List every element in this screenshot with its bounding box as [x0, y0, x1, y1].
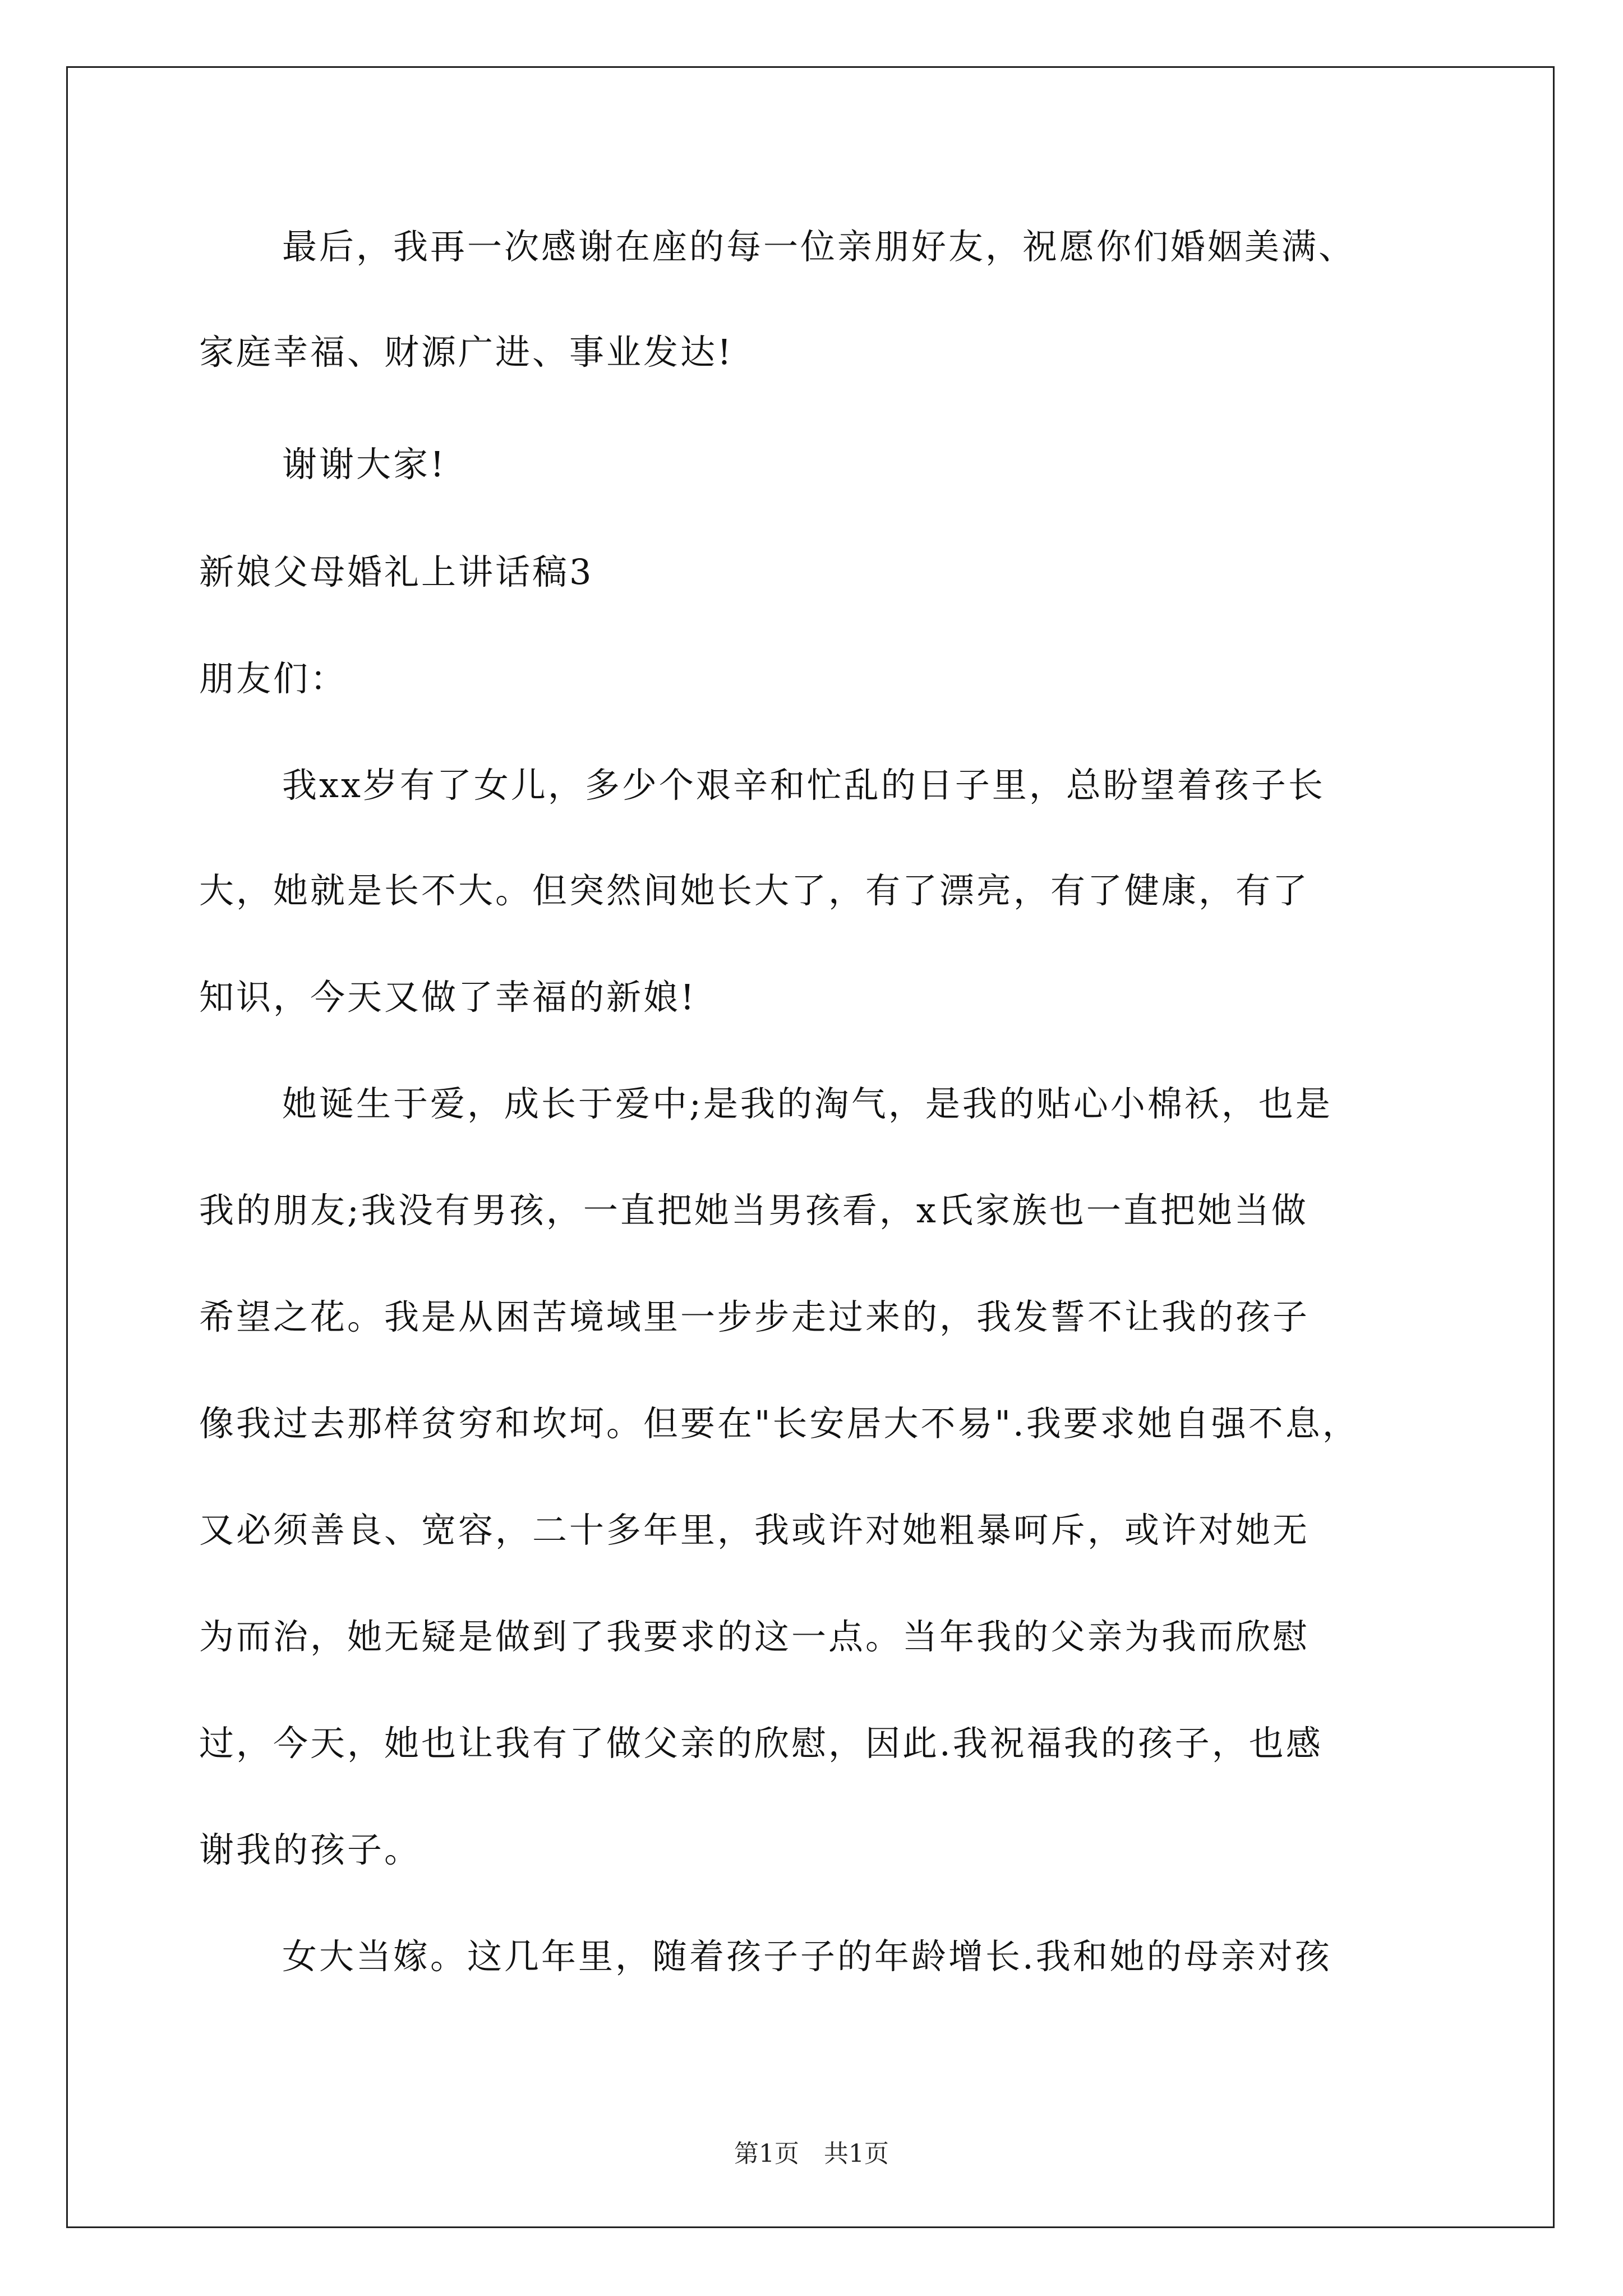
paragraph-1-line-2: 大，她就是长不大。但突然间她长大了，有了漂亮，有了健康，有了	[199, 870, 1310, 911]
salutation: 朋友们：	[199, 658, 348, 699]
paragraph-closing-line-2: 家庭幸福、财源广进、事业发达!	[199, 332, 734, 372]
paragraph-2-line-7: 过，今天，她也让我有了做父亲的欣慰，因此.我祝福我的孩子，也感	[199, 1723, 1323, 1764]
paragraph-2-line-5: 又必须善良、宽容，二十多年里，我或许对她粗暴呵斥，或许对她无	[199, 1510, 1310, 1550]
paragraph-2-line-6: 为而治，她无疑是做到了我要求的这一点。当年我的父亲为我而欣慰	[199, 1616, 1310, 1657]
page-number-footer: 第1页 共1页	[734, 2139, 889, 2168]
paragraph-closing-line-1: 最后，我再一次感谢在座的每一位亲朋好友，祝愿你们婚姻美满、	[282, 226, 1356, 267]
thanks-line: 谢谢大家!	[282, 444, 446, 485]
paragraph-1-line-1: 我xx岁有了女儿，多少个艰辛和忙乱的日子里，总盼望着孩子长	[282, 765, 1325, 806]
paragraph-2-line-1: 她诞生于爱，成长于爱中;是我的淘气，是我的贴心小棉袄，也是	[282, 1083, 1332, 1124]
paragraph-2-line-3: 希望之花。我是从困苦境域里一步步走过来的，我发誓不让我的孩子	[199, 1296, 1310, 1337]
paragraph-2-line-8: 谢我的孩子。	[199, 1829, 422, 1870]
paragraph-1-line-3: 知识，今天又做了幸福的新娘!	[199, 977, 697, 1018]
paragraph-2-line-4: 像我过去那样贫穷和坎坷。但要在"长安居大不易".我要求她自强不息，	[199, 1403, 1359, 1444]
section-title: 新娘父母婚礼上讲话稿3	[199, 551, 594, 592]
paragraph-3-line-1: 女大当嫁。这几年里，随着孩子子的年龄增长.我和她的母亲对孩	[282, 1936, 1332, 1977]
paragraph-2-line-2: 我的朋友;我没有男孩，一直把她当男孩看，x氏家族也一直把她当做	[199, 1190, 1308, 1231]
page-border	[66, 66, 1555, 2228]
